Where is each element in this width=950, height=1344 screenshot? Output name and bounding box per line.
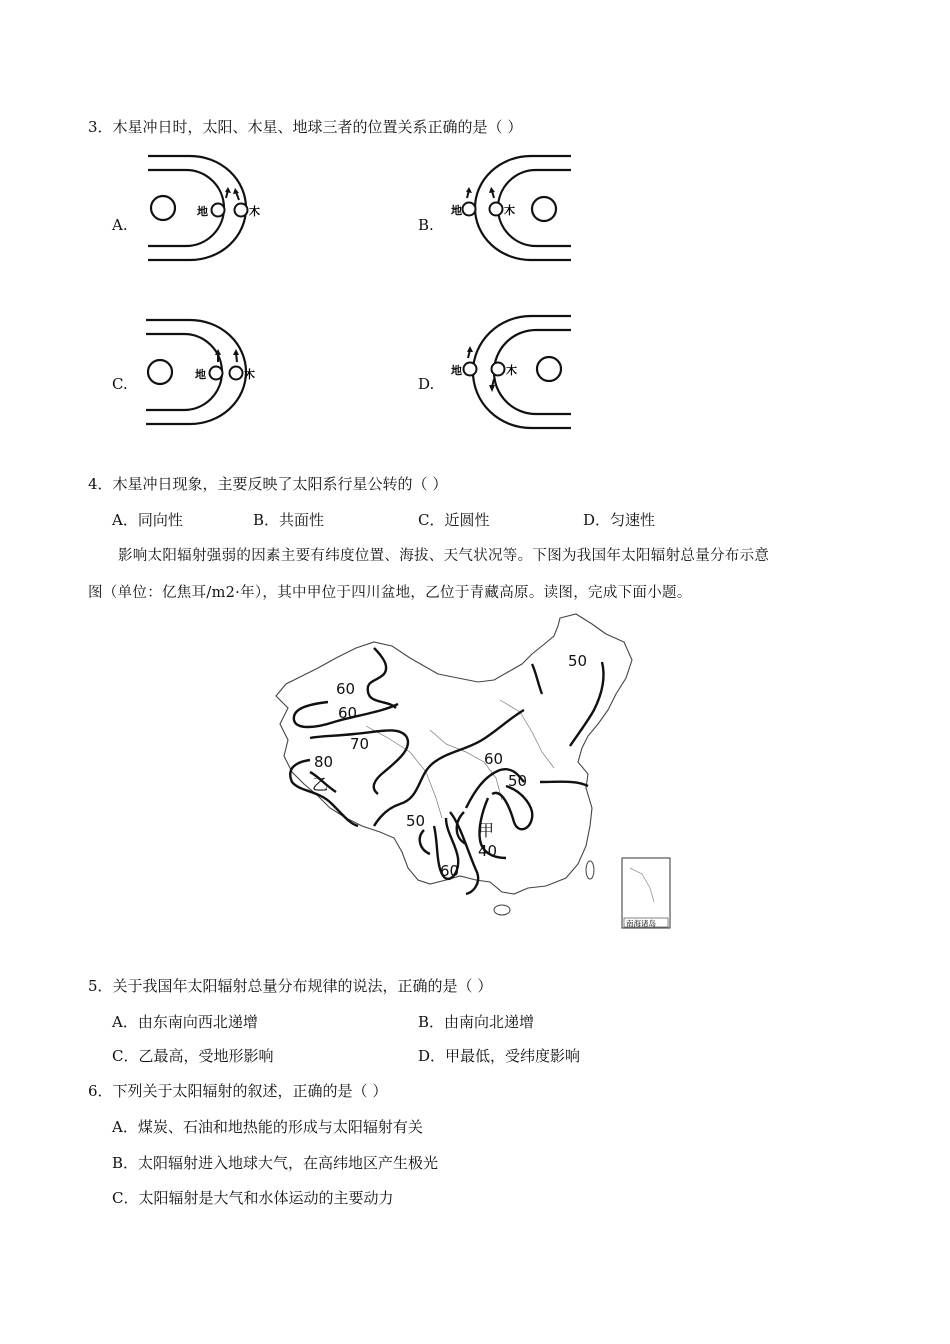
isoline-label-60-c: 60 bbox=[484, 750, 504, 768]
earth-label: 地 bbox=[195, 368, 206, 381]
jupiter-icon bbox=[490, 203, 503, 216]
q6-option-a[interactable]: A．煤炭、石油和地热能的形成与太阳辐射有关 bbox=[112, 1118, 423, 1136]
isoline-label-60-sw: 60 bbox=[440, 862, 460, 880]
earth-icon bbox=[210, 367, 223, 380]
jupiter-icon bbox=[492, 363, 505, 376]
label-jia: 甲 bbox=[478, 821, 495, 840]
q3-diagram-b bbox=[446, 148, 576, 270]
q4-option-c[interactable]: C．近圆性 bbox=[418, 511, 490, 529]
isoline-label-80: 80 bbox=[314, 753, 334, 771]
q3-diagram-a bbox=[140, 148, 280, 270]
isoline-label-60-b: 60 bbox=[338, 704, 358, 722]
isoline-label-40: 40 bbox=[478, 842, 498, 860]
q4-stem: 4．木星冲日现象，主要反映了太阳系行星公转的（ ） bbox=[88, 475, 448, 493]
earth-label: 地 bbox=[451, 364, 462, 377]
taiwan-island bbox=[586, 861, 594, 879]
q5-option-d[interactable]: D．甲最低，受纬度影响 bbox=[418, 1047, 581, 1065]
isoline-label-50-ne: 50 bbox=[568, 652, 588, 670]
q6-stem: 6．下列关于太阳辐射的叙述，正确的是（ ） bbox=[88, 1082, 388, 1100]
isoline-label-60-a: 60 bbox=[336, 680, 356, 698]
q3-option-b-label[interactable]: B. bbox=[418, 216, 434, 234]
intro-line-2: 图（单位：亿焦耳/m2·年），其中甲位于四川盆地，乙位于青藏高原。读图，完成下面小题。 bbox=[88, 585, 692, 601]
q3-stem: 3．木星冲日时，太阳、木星、地球三者的位置关系正确的是（ ） bbox=[88, 118, 523, 136]
q3-option-a-label[interactable]: A. bbox=[112, 216, 128, 234]
earth-icon bbox=[463, 203, 476, 216]
inset-label: 南海诸岛 bbox=[626, 919, 656, 928]
q3-diagram-d bbox=[446, 310, 576, 432]
q5-stem: 5．关于我国年太阳辐射总量分布规律的说法，正确的是（ ） bbox=[88, 977, 493, 995]
label-yi: 乙 bbox=[312, 775, 329, 794]
q6-option-c[interactable]: C．太阳辐射是大气和水体运动的主要动力 bbox=[112, 1189, 394, 1207]
jupiter-label: 木 bbox=[249, 205, 260, 218]
q5-option-a[interactable]: A．由东南向西北递增 bbox=[112, 1013, 258, 1031]
jupiter-label: 木 bbox=[244, 368, 255, 381]
q4-option-d[interactable]: D．匀速性 bbox=[583, 511, 656, 529]
q6-option-b[interactable]: B．太阳辐射进入地球大气，在高纬地区产生极光 bbox=[112, 1154, 439, 1172]
south-china-sea-inset bbox=[622, 858, 670, 928]
jupiter-icon bbox=[235, 204, 248, 217]
earth-icon bbox=[464, 363, 477, 376]
sun-icon bbox=[532, 197, 556, 221]
q3-diagram-c bbox=[138, 310, 278, 432]
earth-label: 地 bbox=[451, 204, 462, 217]
jupiter-icon bbox=[230, 367, 243, 380]
jupiter-label: 木 bbox=[506, 364, 517, 377]
earth-icon bbox=[212, 204, 225, 217]
q5-option-b[interactable]: B．由南向北递增 bbox=[418, 1013, 535, 1031]
jupiter-label: 木 bbox=[504, 204, 515, 217]
q3-option-c-label[interactable]: C. bbox=[112, 375, 128, 393]
intro-line-1: 影响太阳辐射强弱的因素主要有纬度位置、海拔、天气状况等。下图为我国年太阳辐射总量分布示意 bbox=[118, 548, 770, 564]
sun-icon bbox=[537, 357, 561, 381]
isoline-label-70: 70 bbox=[350, 735, 370, 753]
hainan-island bbox=[494, 905, 510, 915]
q4-option-b[interactable]: B．共面性 bbox=[253, 511, 325, 529]
china-solar-radiation-map bbox=[270, 612, 680, 932]
q3-option-d-label[interactable]: D. bbox=[418, 375, 435, 393]
isoline-label-50-sw: 50 bbox=[406, 812, 426, 830]
q5-option-c[interactable]: C．乙最高，受地形影响 bbox=[112, 1047, 274, 1065]
sun-icon bbox=[151, 196, 175, 220]
isoline-label-50-c: 50 bbox=[508, 772, 528, 790]
sun-icon bbox=[148, 360, 172, 384]
earth-label: 地 bbox=[197, 205, 208, 218]
q4-option-a[interactable]: A．同向性 bbox=[112, 511, 183, 529]
